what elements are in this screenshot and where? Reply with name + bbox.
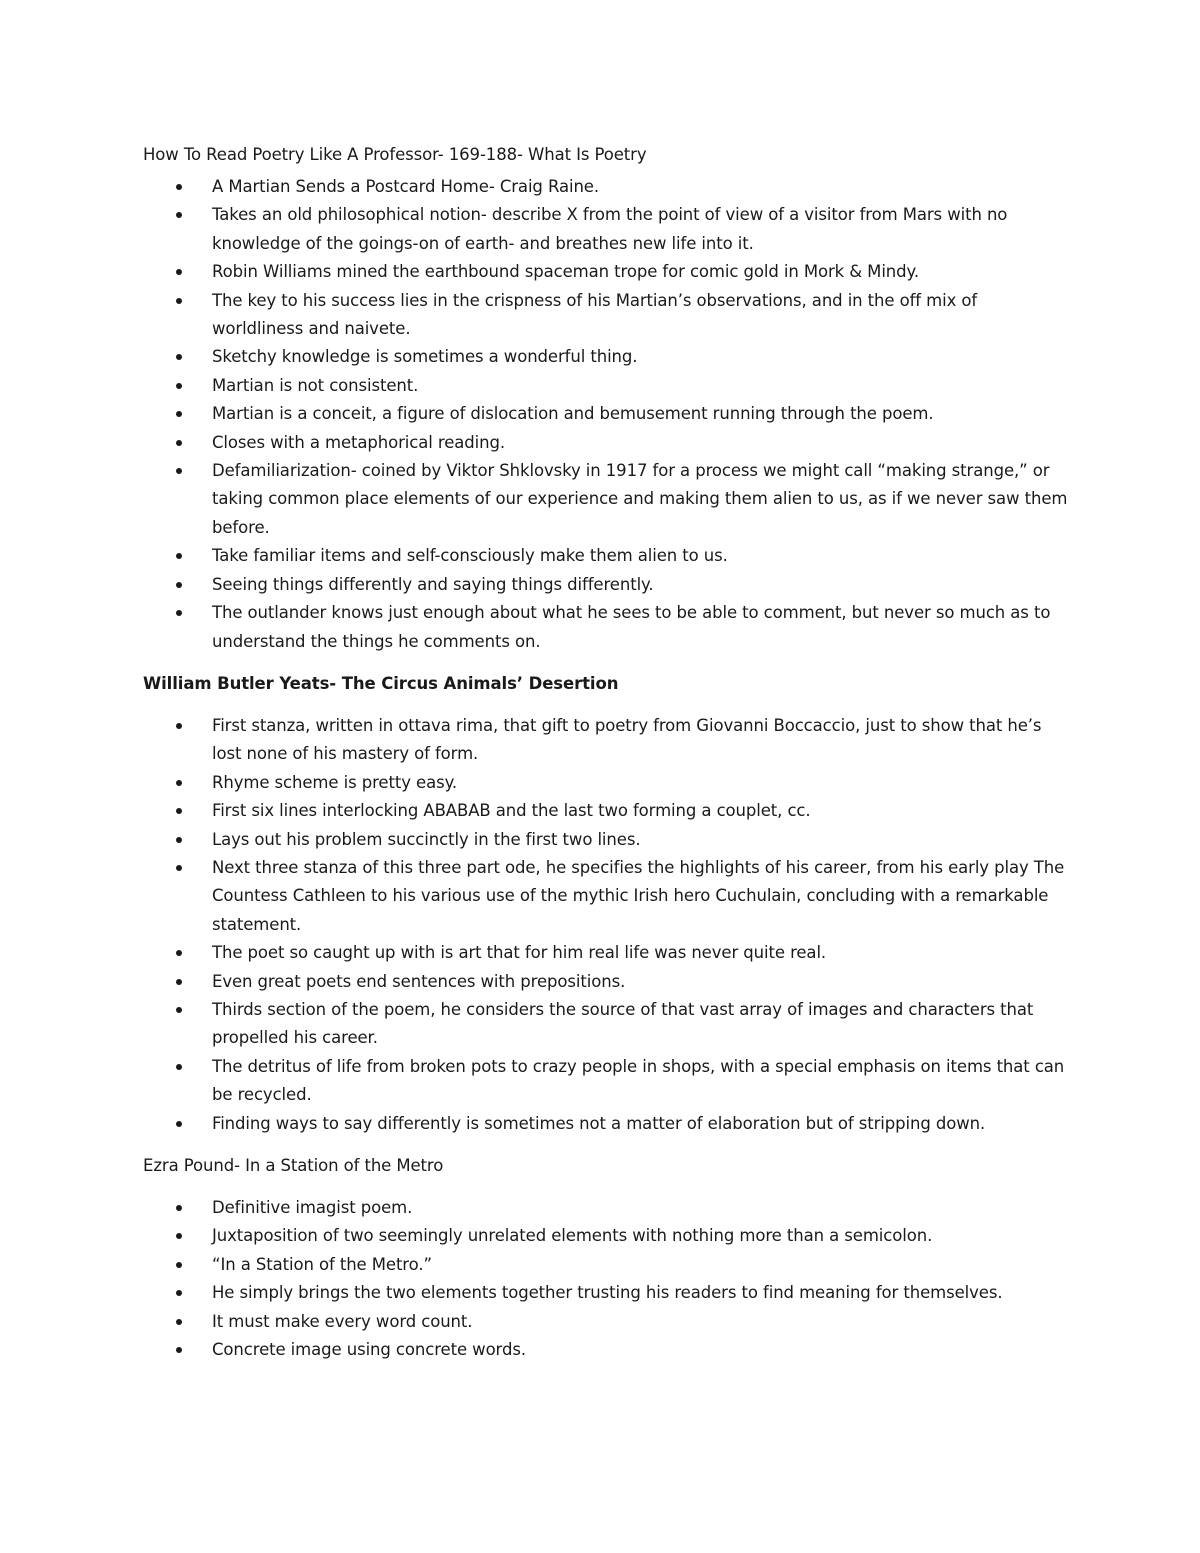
document-page	[143, 141, 1073, 1364]
list-item-text: Martian is not consistent.	[212, 375, 419, 395]
bullet-icon	[176, 269, 182, 275]
list-item-text: Closes with a metaphorical reading.	[212, 432, 506, 452]
list-item-text: He simply brings the two elements together trusting his readers to find meaning for themselves.	[212, 1283, 1003, 1303]
list-item-text: Takes an old philosophical notion- describe X from the point of view of a visitor from Mars with no knowledge of the goings-on of earth- and breathes new life into it.	[212, 205, 1008, 253]
list-item	[143, 343, 1073, 371]
bullet-icon	[176, 440, 182, 446]
list-item	[143, 400, 1073, 428]
list-item	[143, 1194, 1073, 1222]
bullet-icon	[176, 950, 182, 956]
list-item	[143, 797, 1073, 825]
list-item	[143, 854, 1073, 939]
list-item-text: “In a Station of the Metro.”	[212, 1254, 432, 1274]
bullet-icon	[176, 1347, 182, 1353]
list-item	[143, 968, 1073, 996]
list-item-text: Robin Williams mined the earthbound spaceman trope for comic gold in Mork & Mindy.	[212, 262, 919, 282]
bullet-icon	[176, 1262, 182, 1268]
bullet-icon	[176, 780, 182, 786]
list-item-text: Sketchy knowledge is sometimes a wonderful thing.	[212, 347, 638, 367]
section-how-to-read-poetry	[143, 141, 1073, 656]
list-item-text: The poet so caught up with is art that for him real life was never quite real.	[212, 943, 827, 963]
list-item-text: Definitive imagist poem.	[212, 1198, 413, 1217]
bullet-icon	[176, 1007, 182, 1013]
list-item-text: Defamiliarization- coined by Viktor Shklovsky in 1917 for a process we might call “making strange,” or taking common place elements of our experience and making them alien to us, as if we never saw them before.	[212, 461, 1068, 537]
list-item	[143, 712, 1073, 769]
bullet-icon	[176, 553, 182, 559]
list-item-text: First six lines interlocking ABABAB and the last two forming a couplet, cc.	[212, 801, 811, 821]
list-item-text: Martian is a conceit, a figure of dislocation and bemusement running through the poem.	[212, 404, 934, 424]
list-item-text: Next three stanza of this three part ode, he specifies the highlights of his career, from his early play The Countess Cathleen to his various use of the mythic Irish hero Cuchulain, concluding with a remarkable statement.	[212, 857, 1065, 934]
list-item-text: Rhyme scheme is pretty easy.	[212, 772, 458, 792]
list-item	[143, 826, 1073, 854]
list-item	[143, 1308, 1073, 1336]
list-item	[143, 1279, 1073, 1307]
list-item	[143, 1222, 1073, 1250]
bullet-icon	[176, 383, 182, 389]
bullet-icon	[176, 1121, 182, 1127]
bullet-icon	[176, 298, 182, 304]
bullet-list	[143, 173, 1073, 656]
list-item	[143, 457, 1073, 542]
list-item	[143, 287, 1073, 344]
bullet-icon	[176, 1233, 182, 1239]
list-item-text: The detritus of life from broken pots to crazy people in shops, with a special emphasis on items that can be recycled.	[212, 1056, 1065, 1105]
bullet-icon	[176, 723, 182, 729]
bullet-icon	[176, 1319, 182, 1325]
list-item-text: The outlander knows just enough about what he sees to be able to comment, but never so much as to understand the things he comments on.	[212, 603, 1051, 651]
list-item	[143, 258, 1073, 286]
bullet-icon	[176, 979, 182, 985]
section-heading: How To Read Poetry Like A Professor- 169-188- What Is Poetry	[143, 145, 647, 164]
bullet-icon	[176, 1064, 182, 1070]
bullet-icon	[176, 184, 182, 190]
list-item-text: Lays out his problem succinctly in the first two lines.	[212, 829, 641, 849]
list-item	[143, 599, 1073, 656]
list-item	[143, 939, 1073, 967]
bullet-icon	[176, 212, 182, 218]
section-heading: Ezra Pound- In a Station of the Metro	[143, 1156, 444, 1175]
list-item-text: Thirds section of the poem, he considers the source of that vast array of images and characters that propelled his career.	[212, 999, 1034, 1048]
bullet-icon	[176, 354, 182, 360]
list-item	[143, 571, 1073, 599]
bullet-list	[143, 712, 1073, 1138]
bullet-icon	[176, 468, 182, 474]
bullet-icon	[176, 610, 182, 616]
bullet-icon	[176, 411, 182, 417]
bullet-icon	[176, 865, 182, 871]
bullet-icon	[176, 808, 182, 814]
list-item	[143, 429, 1073, 457]
bullet-icon	[176, 1205, 182, 1211]
list-item	[143, 1336, 1073, 1364]
list-item-text: Juxtaposition of two seemingly unrelated elements with nothing more than a semicolon.	[212, 1226, 933, 1246]
bullet-icon	[176, 582, 182, 588]
bullet-icon	[176, 837, 182, 843]
list-item-text: Seeing things differently and saying things differently.	[212, 574, 654, 594]
list-item-text: It must make every word count.	[212, 1311, 473, 1331]
list-item-text: Concrete image using concrete words.	[212, 1340, 526, 1360]
list-item-text: Take familiar items and self-consciously make them alien to us.	[212, 546, 728, 566]
list-item	[143, 173, 1073, 201]
list-item	[143, 996, 1073, 1053]
list-item	[143, 1053, 1073, 1110]
section-heading: William Butler Yeats- The Circus Animals’ Desertion	[143, 673, 619, 693]
list-item	[143, 1251, 1073, 1279]
section-ezra-pound	[143, 1152, 1073, 1364]
list-item-text: The key to his success lies in the crispness of his Martian’s observations, and in the off mix of worldliness and naivete.	[212, 290, 978, 339]
list-item	[143, 201, 1073, 258]
bullet-icon	[176, 1290, 182, 1296]
list-item-text: Finding ways to say differently is sometimes not a matter of elaboration but of stripping down.	[212, 1113, 986, 1133]
list-item-text: Even great poets end sentences with prepositions.	[212, 971, 626, 991]
section-yeats	[143, 670, 1073, 1138]
list-item	[143, 372, 1073, 400]
list-item	[143, 769, 1073, 797]
list-item	[143, 542, 1073, 570]
bullet-list	[143, 1194, 1073, 1364]
list-item-text: A Martian Sends a Postcard Home- Craig Raine.	[212, 177, 599, 196]
list-item	[143, 1110, 1073, 1138]
list-item-text: First stanza, written in ottava rima, that gift to poetry from Giovanni Boccaccio, just to show that he’s lost none of his mastery of form.	[212, 715, 1042, 764]
